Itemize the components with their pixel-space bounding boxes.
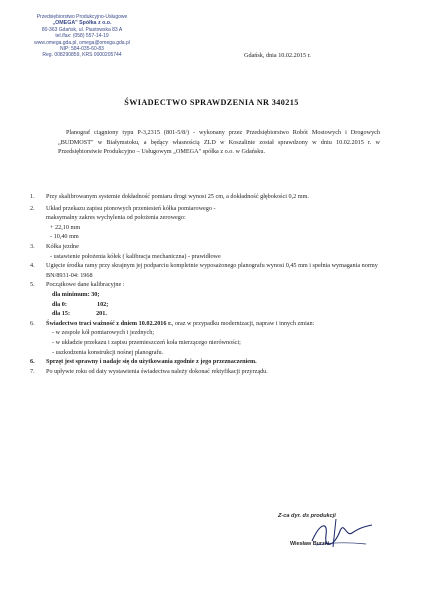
item-sub-line: - w zespole kół pomiarowych i jezdnych;	[52, 329, 155, 337]
item-number: 6.	[30, 319, 35, 327]
item-sub-line: + 22,10 mm	[50, 223, 81, 231]
item-number: 4.	[30, 262, 35, 270]
calibration-zero	[46, 300, 390, 310]
document-title: ŚWIADECTWO SPRAWDZENIA NR 340215	[124, 98, 299, 107]
calibration-value: 201.	[96, 310, 107, 318]
list-item	[30, 319, 390, 357]
item-sub-line: maksymalny zakres wychylenia od położenia zerowego:	[46, 214, 186, 222]
item-sub-line: - ustawienie położenia kółek ( kalibracja mechaniczna) - prawidłowe	[50, 252, 221, 260]
place-date: Gdańsk, dnia 10.02.2015 r.	[244, 52, 311, 59]
calibration-fifteen	[46, 309, 390, 319]
item-number: 1.	[30, 193, 35, 200]
calibration-label: dla minimum: 30;	[52, 290, 100, 298]
item-number: 7.	[30, 367, 35, 375]
item-number: 3.	[30, 242, 35, 250]
item-number: 2.	[30, 204, 35, 212]
item-text: Przy skalibrowanym systemie dokładność pomiaru drogi wynosi 25 cm, a dokładność głębokości 0,2 mm.	[46, 193, 309, 200]
list-item	[30, 242, 390, 261]
calibration-minimum	[46, 290, 390, 300]
item-text: Kółka jezdne	[46, 242, 79, 250]
item-text: Ugięcie środka ramy przy skrajnym jej podparciu kompletnie wyposażonego planografu wynosi 0,45 mm i spełnia wymagania normy BN/8931-04: 1968	[46, 262, 378, 279]
stamp-phone: tel./fax: (058) 557-14-19	[55, 33, 109, 40]
list-item	[30, 280, 390, 318]
stamp-company-name: „OMEGA" Spółka z o.o.	[52, 20, 112, 27]
signatory-role: Z-ca dyr. ds produkcji	[278, 513, 336, 519]
stamp-registry: Reg. 008290859, KRS 0000205744	[42, 52, 122, 59]
list-item	[30, 367, 390, 377]
signatory-name: Wiesław Burzki	[290, 541, 330, 547]
signature-block	[272, 513, 382, 547]
company-stamp	[33, 14, 131, 59]
item-number: 6.	[30, 358, 35, 366]
item-number: 5.	[30, 281, 35, 289]
stamp-nip: NIP: 584-035-60-83	[60, 46, 104, 53]
calibration-value: 102;	[96, 300, 109, 308]
stamp-web: www.omega.gda.pl, omega@omega.gda.pl	[34, 39, 130, 46]
calibration-label: dla 0:	[52, 300, 67, 308]
item-text: Początkowe dane kalibracyjne :	[46, 281, 125, 289]
item-sub-line: - 10,40 mm	[50, 233, 79, 241]
stamp-address: 80-363 Gdańsk, ul. Piastowska 83 A	[41, 26, 123, 33]
item-sub-line: - w układzie przekazu i zapisu przemieszczeń koła mierzącego nierówności;	[52, 338, 241, 346]
item-text: Układ przekazu zapisu pionowych przeniesień kółka pomiarowego -	[46, 204, 216, 212]
list-item	[30, 192, 390, 202]
list-item	[30, 357, 390, 367]
intro-paragraph: Planograf ciągniony typu P-3,2315 (801-5/8/) - wykonany przez Przedsiębiorstwo Robót Mostowych i Drogowych „BUDMOST" w Białymstoku, a będący własnością ZLD w Koszalinie został sprawdzony w dniu 10.02.2015 r. w Przedsiębiorstwie Produkcyjno – Usługowym „OMEGA" spółka z o.o. w Gdańsku.	[58, 129, 380, 156]
calibration-label: dla 15:	[52, 310, 71, 318]
item-text: , oraz w przypadku modernizacji, napraw i innych zmian:	[171, 319, 315, 327]
validity-text: Świadectwo traci ważność z dniem 10.02.2016 r.	[46, 319, 172, 327]
item-sub-line: - uszkodzenia konstrukcji nośnej planografu.	[52, 348, 164, 356]
list-item	[30, 204, 390, 242]
item-text: Po upływie roku od daty wystawienia świadectwa należy dokonać rektyfikacji przyrządu.	[46, 367, 268, 375]
item-text: Sprzęt jest sprawny i nadaje się do użytkowania zgodnie z jego przeznaczeniem.	[46, 358, 257, 366]
numbered-list	[30, 192, 390, 376]
handwritten-signature	[306, 517, 378, 551]
stamp-line: Przedsiębiorstwo Produkcyjno-Usługowe	[36, 14, 128, 20]
list-item	[30, 261, 390, 280]
